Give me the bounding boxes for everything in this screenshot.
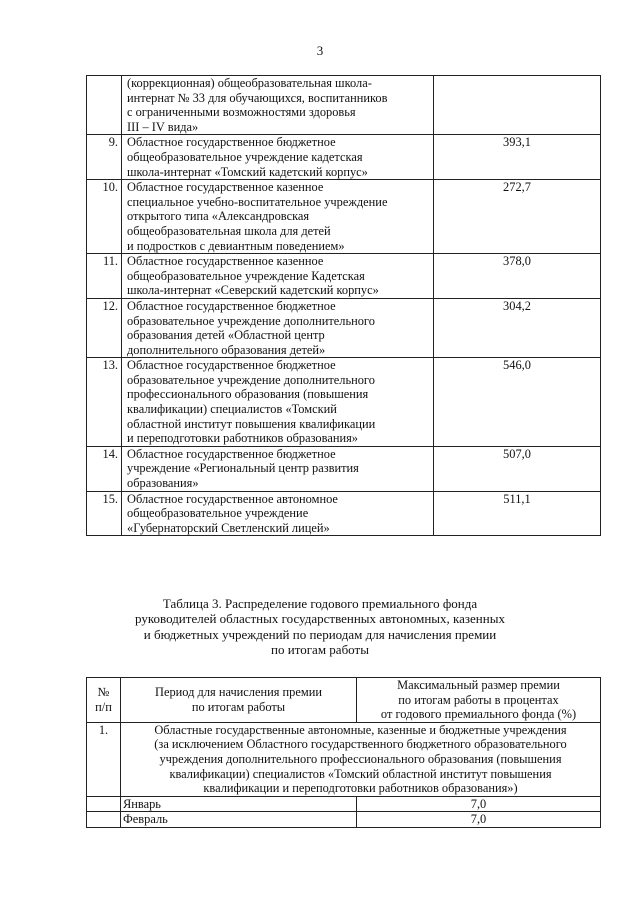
- institution-name-line: «Губернаторский Светленский лицей»: [127, 520, 330, 535]
- table-row: [87, 76, 601, 135]
- header-line: Максимальный размер премии: [397, 678, 560, 692]
- institution-name-line: интернат № 33 для обучающихся, воспитанников: [127, 90, 388, 105]
- row-number: 14.: [87, 446, 122, 491]
- fund-value: 507,0: [434, 446, 601, 491]
- institution-name-line: и подростков с девиантным поведением»: [127, 238, 345, 253]
- table3-header-row: [87, 678, 601, 723]
- header-line: по итогам работы: [191, 699, 286, 714]
- table-row: [87, 446, 601, 491]
- header-period: [121, 678, 357, 723]
- header-line: №: [97, 685, 110, 700]
- institution-name-line: открытого типа «Александровская: [127, 209, 310, 224]
- institution-name-line: Областное государственное бюджетное: [127, 135, 336, 150]
- institution-name-line: общеобразовательное учреждение кадетская: [127, 149, 363, 164]
- fund-value: 304,2: [434, 298, 601, 357]
- fund-value: 511,1: [434, 491, 601, 536]
- table-row: [87, 796, 601, 812]
- fund-value: [434, 76, 601, 135]
- row-number: [87, 796, 121, 812]
- max-bonus-cell: 7,0: [357, 812, 601, 828]
- bonus-distribution-table: [86, 677, 601, 828]
- institution-name-line: общеобразовательная школа для детей: [127, 223, 331, 238]
- fund-value: 378,0: [434, 254, 601, 299]
- row-number: 12.: [87, 298, 122, 357]
- fund-value: 272,7: [434, 180, 601, 254]
- institution-name-line: образовательное учреждение дополнительного: [127, 372, 375, 387]
- institution-name-line: III – IV вида»: [127, 119, 199, 134]
- row-number: 10.: [87, 180, 122, 254]
- header-number: [87, 678, 121, 723]
- institution-name-line: Областное государственное автономное: [127, 491, 338, 506]
- table-row: [87, 254, 601, 299]
- institution-name-line: образования детей «Областной центр: [127, 328, 325, 343]
- institution-name-line: образования»: [127, 476, 199, 491]
- institution-name: [122, 358, 434, 447]
- row-number: [87, 76, 122, 135]
- row-number: 9.: [87, 135, 122, 180]
- institution-name: [122, 180, 434, 254]
- institution-name-line: общеобразовательное учреждение Кадетская: [127, 268, 365, 283]
- section-description: [121, 722, 601, 796]
- table-row: [87, 491, 601, 536]
- institution-name-line: Областное государственное бюджетное: [127, 358, 336, 373]
- table3-title: [0, 596, 640, 658]
- institution-name-line: квалификации) специалистов «Томский: [127, 402, 337, 417]
- fund-value: 393,1: [434, 135, 601, 180]
- institution-name-line: Областное государственное бюджетное: [127, 298, 336, 313]
- table-row: [87, 358, 601, 447]
- header-line: п/п: [95, 699, 112, 714]
- table-row: [87, 180, 601, 254]
- fund-value: 546,0: [434, 358, 601, 447]
- institution-name: [122, 135, 434, 180]
- section-line: учреждения дополнительного профессионального образования (повышения: [159, 751, 562, 766]
- row-number: 15.: [87, 491, 122, 536]
- institution-name-line: Областное государственное бюджетное: [127, 446, 336, 461]
- institutions-table: [86, 75, 601, 536]
- institution-name-line: областной институт повышения квалификации: [127, 416, 376, 431]
- table3-title-line: руководителей областных государственных автономных, казенных: [135, 611, 505, 627]
- row-number: 11.: [87, 254, 122, 299]
- institution-name-line: профессионального образования (повышения: [127, 387, 369, 402]
- institution-name-line: (коррекционная) общеобразовательная школа-: [127, 76, 372, 90]
- institution-name: [122, 446, 434, 491]
- institution-name-line: образовательное учреждение дополнительного: [127, 313, 375, 328]
- institution-name: [122, 76, 434, 135]
- institution-name: [122, 254, 434, 299]
- table3-title-line: по итогам работы: [271, 642, 369, 658]
- institution-name-line: Областное государственное казенное: [127, 254, 324, 269]
- max-bonus-cell: 7,0: [357, 796, 601, 812]
- institution-name-line: учреждение «Региональный центр развития: [127, 461, 359, 476]
- section-line: Областные государственные автономные, казенные и бюджетные учреждения: [154, 722, 567, 737]
- table-row: [87, 135, 601, 180]
- header-line: по итогам работы в процентах: [398, 692, 559, 707]
- period-cell: Февраль: [121, 812, 357, 828]
- table3-title-line: Таблица 3. Распределение годового премиального фонда: [162, 596, 478, 611]
- period-cell: Январь: [121, 796, 357, 812]
- row-number: [87, 812, 121, 828]
- section-number: 1.: [87, 722, 121, 796]
- institution-name-line: общеобразовательное учреждение: [127, 506, 309, 521]
- header-max-bonus: [357, 678, 601, 723]
- page-number: 3: [316, 43, 324, 58]
- section-line: (за исключением Областного государственного бюджетного образовательного: [154, 737, 567, 752]
- institution-name: [122, 298, 434, 357]
- section-line: квалификации и переподготовки работников образования»): [203, 781, 518, 796]
- header-line: от годового премиального фонда (%): [380, 707, 577, 722]
- table-row: [87, 812, 601, 828]
- row-number: 13.: [87, 358, 122, 447]
- section-line: квалификации) специалистов «Томский областной институт повышения: [169, 766, 552, 781]
- institution-name-line: с ограниченными возможностями здоровья: [127, 105, 356, 120]
- table-row: [87, 298, 601, 357]
- table3-title-line: и бюджетных учреждений по периодам для начисления премии: [143, 626, 497, 642]
- institution-name: [122, 491, 434, 536]
- institution-name-line: и переподготовки работников образования»: [127, 431, 358, 446]
- institution-name-line: специальное учебно-воспитательное учреждение: [127, 194, 388, 209]
- institution-name-line: дополнительного образования детей»: [127, 342, 326, 357]
- table3-section-row: [87, 722, 601, 796]
- header-line: Период для начисления премии: [155, 685, 322, 700]
- institution-name-line: Областное государственное казенное: [127, 180, 324, 195]
- institution-name-line: школа-интернат «Томский кадетский корпус»: [127, 164, 368, 179]
- institution-name-line: школа-интернат «Северский кадетский корпус»: [127, 283, 379, 298]
